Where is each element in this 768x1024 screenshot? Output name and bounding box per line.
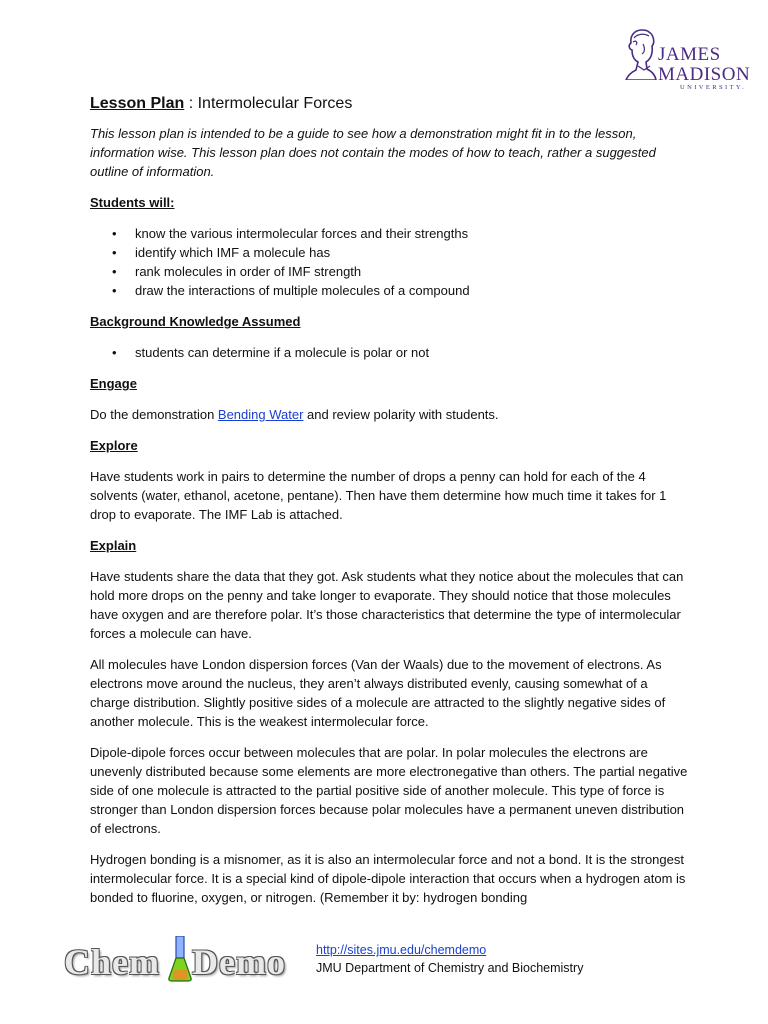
madison-portrait-icon bbox=[624, 26, 658, 80]
background-list bbox=[90, 343, 690, 362]
explain-paragraph: All molecules have London dispersion forces (Van der Waals) due to the movement of electrons. As electrons move around the nucleus, they aren’t always distributed evenly, causing somewhat of a charge distribution. Slightly positive sides of a molecule are attracted to the slightly negative sides of another molecule. This is the weakest intermolecular force. bbox=[90, 657, 666, 729]
explain-paragraph: Hydrogen bonding is a misnomer, as it is also an intermolecular force and not a bond. It is the strongest intermolecular force. It is a special kind of dipole-dipole interaction that occurs when a hydrogen atom is bonded to fluorine, oxygen, or nitrogen. (Remember it by: hydrogen bonding bbox=[90, 852, 686, 905]
department-name: JMU Department of Chemistry and Biochemistry bbox=[316, 961, 584, 975]
lesson-content bbox=[90, 90, 690, 919]
intro-paragraph: This lesson plan is intended to be a guide to see how a demonstration might fit in to the lesson, information wise. This lesson plan does not contain the modes of how to teach, rather a suggested outline of information. bbox=[90, 126, 656, 179]
engage-paragraph bbox=[90, 405, 690, 424]
bending-water-link[interactable]: Bending Water bbox=[217, 407, 304, 422]
list-item bbox=[90, 262, 690, 281]
logo-line-3: UNIVERSITY. bbox=[680, 84, 747, 91]
chemdemo-url-link[interactable]: http://sites.jmu.edu/chemdemo bbox=[316, 943, 487, 957]
chemdemo-logo-left: Chem bbox=[64, 942, 160, 982]
title-topic: Intermolecular Forces bbox=[197, 95, 353, 112]
students-will-heading: Students will: bbox=[90, 195, 175, 210]
chemdemo-logo-right: Demo bbox=[192, 942, 286, 982]
page-title bbox=[90, 92, 690, 116]
engage-heading: Engage bbox=[90, 376, 137, 391]
bullet-icon: • bbox=[112, 264, 117, 279]
list-item-text: identify which IMF a molecule has bbox=[135, 245, 331, 260]
chemdemo-logo bbox=[64, 936, 286, 984]
bullet-icon: • bbox=[112, 226, 117, 241]
title-label: Lesson Plan bbox=[90, 95, 185, 112]
explore-heading: Explore bbox=[90, 438, 138, 453]
bullet-icon: • bbox=[112, 283, 117, 298]
list-item bbox=[90, 281, 690, 300]
list-item bbox=[90, 243, 690, 262]
explain-paragraph: Have students share the data that they got. Ask students what they notice about the molecules that can hold more drops on the penny and take longer to evaporate. They should notice that those molecules have oxygen and are therefore polar. It’s those characteristics that determine the type of intermolecular forces a molecule can have. bbox=[90, 569, 684, 641]
list-item bbox=[90, 343, 690, 362]
explain-paragraph: Dipole-dipole forces occur between molecules that are polar. In polar molecules the electrons are unevenly distributed because some elements are more electronegative than others. The partial negative side of one molecule is attracted to the partial positive side of another molecule. This type of force is stronger than London dispersion forces because polar molecules have a permanent uneven distribution of electrons. bbox=[90, 745, 688, 836]
list-item-text: know the various intermolecular forces and their strengths bbox=[135, 226, 469, 241]
explore-paragraph: Have students work in pairs to determine the number of drops a penny can hold for each of the 4 solvents (water, ethanol, acetone, pentane). Then have them determine how much time it takes for 1 drop to evaporate. The IMF Lab is attached. bbox=[90, 469, 667, 522]
students-will-list bbox=[90, 224, 690, 300]
list-item-text: students can determine if a molecule is polar or not bbox=[135, 345, 430, 360]
logo-line-1: JAMES bbox=[658, 44, 721, 65]
logo-line-2: MADISON bbox=[658, 64, 751, 85]
title-separator: : bbox=[184, 95, 198, 112]
list-item bbox=[90, 224, 690, 243]
engage-text-after: and review polarity with students. bbox=[303, 407, 499, 422]
bullet-icon: • bbox=[112, 245, 117, 260]
flask-icon bbox=[168, 936, 192, 982]
jmu-logo bbox=[624, 26, 751, 91]
background-heading: Background Knowledge Assumed bbox=[90, 314, 301, 329]
engage-text-before: Do the demonstration bbox=[90, 407, 218, 422]
explain-heading: Explain bbox=[90, 538, 137, 553]
list-item-text: draw the interactions of multiple molecules of a compound bbox=[135, 283, 470, 298]
footer-text bbox=[316, 941, 583, 977]
list-item-text: rank molecules in order of IMF strength bbox=[135, 264, 362, 279]
bullet-icon: • bbox=[112, 345, 117, 360]
